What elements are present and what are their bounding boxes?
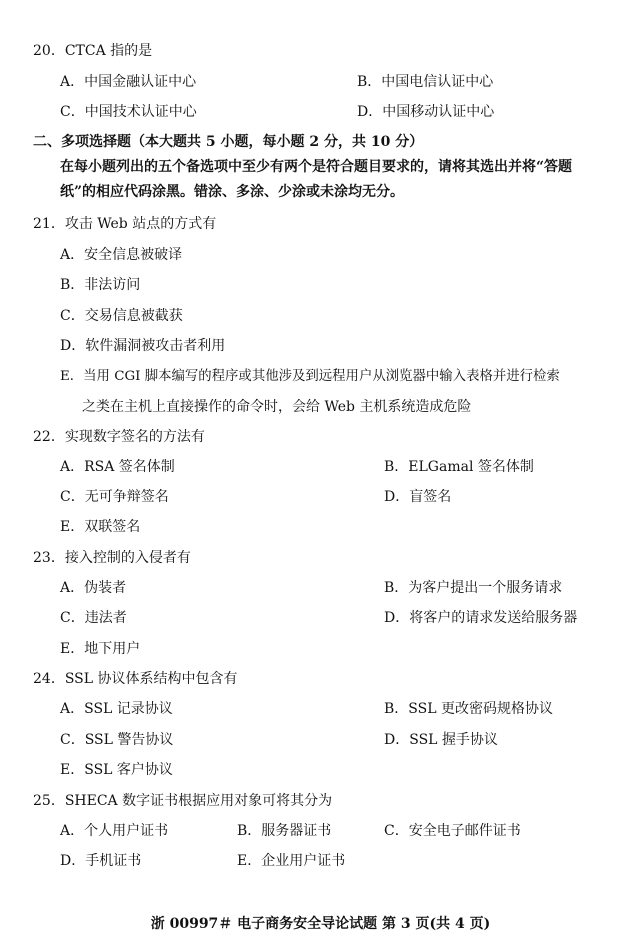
q24-option-c: C．SSL 警告协议 [60, 732, 174, 748]
q25-option-d: D．手机证书 [60, 853, 142, 869]
q25-option-e: E．企业用户证书 [237, 853, 346, 869]
q24-option-a: A．SSL 记录协议 [60, 701, 173, 717]
q24-option-e: E．SSL 客户协议 [60, 762, 173, 778]
q21-option-b: B．非法访问 [60, 277, 141, 293]
q25-option-b: B．服务器证书 [237, 823, 332, 839]
q21-option-e-continuation: 之类在主机上直接操作的命令时，会给 Web 主机系统造成危险 [82, 399, 472, 415]
q25-option-c: C．安全电子邮件证书 [384, 823, 521, 839]
q24-option-d: D．SSL 握手协议 [384, 732, 498, 748]
section-instruction-line1: 在每小题列出的五个备选项中至少有两个是符合题目要求的，请将其选出并将“答题 [60, 159, 573, 175]
q22-option-d: D．盲签名 [384, 489, 452, 505]
q23-option-e: E．地下用户 [60, 641, 141, 657]
q22-option-c: C．无可争辩签名 [60, 489, 169, 505]
q22-option-e: E．双联签名 [60, 519, 141, 535]
q21-option-d: D．软件漏洞被攻击者利用 [60, 338, 226, 354]
q24-stem: 24．SSL 协议体系结构中包含有 [33, 671, 238, 687]
q23-stem: 23．接入控制的入侵者有 [33, 550, 191, 566]
q22-option-b: B．ELGamal 签名体制 [384, 459, 534, 475]
q23-option-b: B．为客户提出一个服务请求 [384, 580, 563, 596]
q22-option-a: A．RSA 签名体制 [60, 459, 175, 475]
q23-option-a: A．伪装者 [60, 580, 127, 596]
page-footer: 浙 00997＃ 电子商务安全导论试题 第 3 页(共 4 页) [150, 916, 491, 932]
q21-stem: 21．攻击 Web 站点的方式有 [33, 216, 217, 232]
q21-option-c: C．交易信息被截获 [60, 308, 183, 324]
q23-option-c: C．违法者 [60, 610, 127, 626]
q25-stem: 25．SHECA 数字证书根据应用对象可将其分为 [33, 793, 333, 809]
section-heading: 二、多项选择题（本大题共 5 小题，每小题 2 分，共 10 分） [33, 134, 424, 150]
q21-option-e: E．当用 CGI 脚本编写的程序或其他涉及到远程用户从浏览器中输入表格并进行检索 [60, 369, 560, 384]
q22-stem: 22．实现数字签名的方法有 [33, 429, 205, 445]
q20-option-d: D．中国移动认证中心 [357, 104, 495, 120]
q23-option-d: D．将客户的请求发送给服务器 [384, 610, 578, 626]
q21-option-a: A．安全信息被破译 [60, 247, 183, 263]
q24-option-b: B．SSL 更改密码规格协议 [384, 701, 553, 717]
q20-option-c: C．中国技术认证中心 [60, 104, 197, 120]
q20-stem: 20．CTCA 指的是 [33, 43, 153, 59]
section-instruction-line2: 纸”的相应代码涂黑。错涂、多涂、少涂或未涂均无分。 [60, 184, 405, 200]
q25-option-a: A．个人用户证书 [60, 823, 169, 839]
q20-option-a: A．中国金融认证中心 [60, 74, 197, 90]
q20-option-b: B．中国电信认证中心 [357, 74, 494, 90]
